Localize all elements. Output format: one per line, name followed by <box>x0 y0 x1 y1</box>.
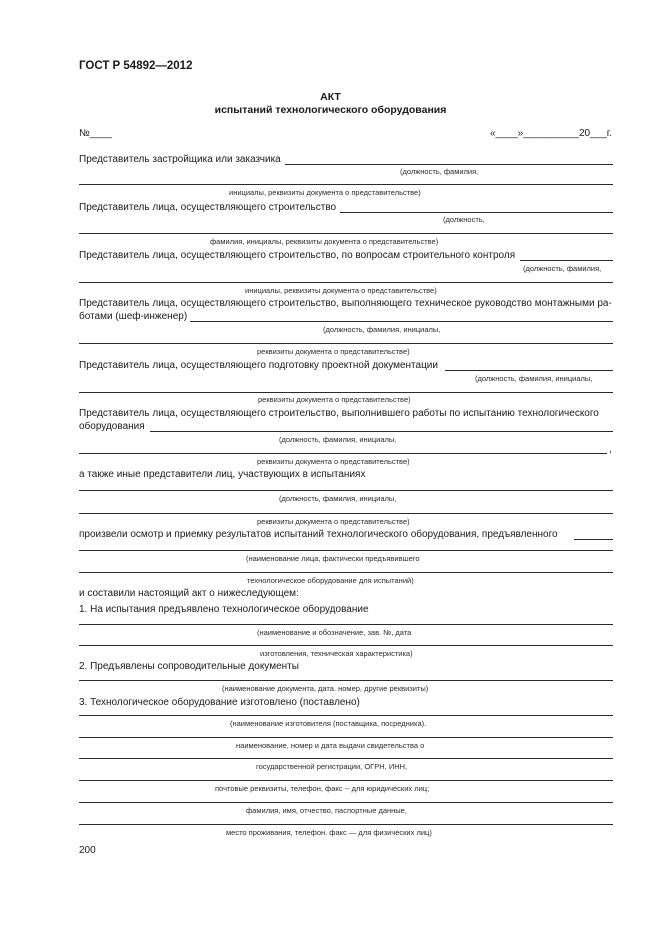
tester-label-2: оборудования <box>79 421 145 432</box>
builder-control-caption-2: инициалы, реквизиты документа о представительстве) <box>245 286 437 295</box>
builder-caption-2: фамилия, инициалы, реквизиты документа о представительстве) <box>210 237 439 246</box>
tech-lead-caption-2: реквизиты документа о представительстве) <box>257 347 410 356</box>
item3-line-5 <box>79 802 613 803</box>
tester-caption-2: реквизиты документа о представительстве) <box>257 457 410 466</box>
builder-line <box>340 212 613 213</box>
page-number: 200 <box>79 845 96 856</box>
design-prep-caption-2: реквизиты документа о представительстве) <box>258 395 411 404</box>
builder-line-2 <box>79 233 613 234</box>
tester-line <box>150 431 613 432</box>
builder-caption-1: (должность, <box>443 215 485 224</box>
item1-line <box>79 624 613 625</box>
item1-line-2 <box>79 645 613 646</box>
design-prep-caption-1: (должность, фамилия, инициалы, <box>475 374 593 383</box>
standard-header: ГОСТ Р 54892—2012 <box>79 60 193 72</box>
design-prep-line-2 <box>79 392 613 393</box>
inspection-line-2 <box>79 550 613 551</box>
builder-control-caption-1: (должность, фамилия, <box>523 264 602 273</box>
tech-lead-label-2: ботами (шеф-инженер) <box>79 311 188 322</box>
builder-control-line <box>520 260 613 261</box>
inspection-caption-2: технологическое оборудование для испытаний) <box>247 576 414 585</box>
item1-caption-1: (наименование и обозначение, зав. №, дата <box>257 628 412 637</box>
item3-label: 3. Технологическое оборудование изготовлено (поставлено) <box>79 697 360 708</box>
others-caption-1: (должность, фамилия, инициалы, <box>279 494 397 503</box>
item3-line-6 <box>79 824 613 825</box>
tester-comma: , <box>609 444 612 455</box>
compiled-label: и составили настоящий акт о нижеследующем: <box>79 588 299 599</box>
tester-label-1: Представитель лица, осуществляющего строительство, выполнившего работы по испытанию технологического <box>79 408 599 419</box>
item3-line <box>79 715 613 716</box>
tech-lead-caption-1: (должность, фамилия, инициалы, <box>323 325 441 334</box>
item3-line-3 <box>79 758 613 759</box>
item3-caption-6: место проживания, телефон. факс — для физических лиц) <box>226 828 432 837</box>
item2-caption-1: (наименование документа, дата. номер, другие реквизиты) <box>222 684 429 693</box>
others-caption-2: реквизиты документа о представительстве) <box>257 517 410 526</box>
act-number: №____ <box>79 128 112 139</box>
item3-caption-4: почтовые реквизиты, телефон, факс -- для юридических лиц; <box>215 784 430 793</box>
act-title: АКТ <box>320 91 341 103</box>
inspection-line <box>574 539 613 540</box>
inspection-label: произвели осмотр и приемку результатов испытаний технологического оборудования, предъявленного <box>79 529 558 540</box>
item3-caption-1: (наименование изготовителя (поставщика, посредника). <box>230 719 427 728</box>
developer-line <box>285 164 613 165</box>
item2-label: 2. Предъявлены сопроводительные документы <box>79 661 299 672</box>
tester-caption-1: (должность, фамилия, инициалы, <box>279 435 397 444</box>
item3-line-2 <box>79 737 613 738</box>
tester-line-2 <box>79 453 607 454</box>
builder-label: Представитель лица, осуществляющего строительство <box>79 202 337 213</box>
inspection-line-3 <box>79 572 613 573</box>
developer-caption-1: (должность, фамилия, <box>400 167 479 176</box>
tech-lead-line <box>190 321 613 322</box>
developer-line-2 <box>79 184 613 185</box>
others-label: а также иные представители лиц, участвующих в испытаниях <box>79 469 366 480</box>
others-line <box>79 490 613 491</box>
design-prep-line <box>445 370 613 371</box>
item2-line <box>79 680 613 681</box>
inspection-caption-1: (наименование лица, фактически предъявившего <box>246 554 420 563</box>
item3-caption-5: фамилия, имя, отчество, паспортные данные, <box>246 806 407 815</box>
tech-lead-label-1: Представитель лица, осуществляющего строительство, выполняющего техническое руководство монтажными ра- <box>79 298 612 309</box>
tech-lead-line-2 <box>79 343 613 344</box>
builder-control-line-2 <box>79 282 613 283</box>
item3-caption-3: государственной регистрации, ОГРН, ИНН, <box>256 762 408 771</box>
item3-caption-2: наименование, номер и дата выдачи свидетельства о <box>236 741 425 750</box>
act-date: «____»__________20___г. <box>490 128 612 139</box>
others-line-2 <box>79 513 613 514</box>
developer-caption-2: инициалы, реквизиты документа о представительстве) <box>229 188 421 197</box>
act-subtitle: испытаний технологического оборудования <box>214 104 447 116</box>
builder-control-label: Представитель лица, осуществляющего строительство, по вопросам строительного контроля <box>79 250 516 261</box>
item1-caption-2: изготовления, техническая характеристика) <box>260 649 413 658</box>
design-prep-label: Представитель лица, осуществляющего подготовку проектной документации <box>79 360 438 371</box>
item3-line-4 <box>79 780 613 781</box>
item1-label: 1. На испытания предъявлено технологическое оборудование <box>79 604 369 615</box>
developer-label: Представитель застройщика или заказчика <box>79 154 281 165</box>
